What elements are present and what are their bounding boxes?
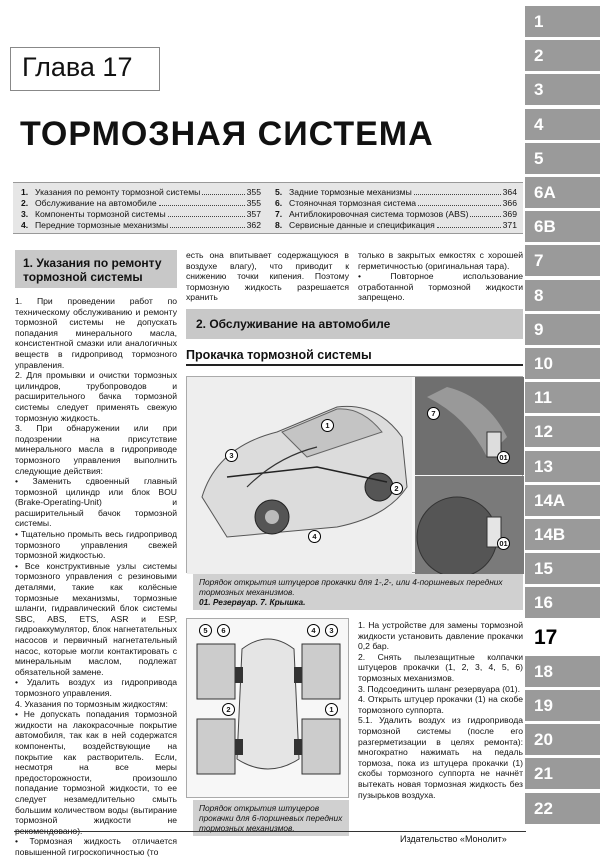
chapter-tab-12[interactable]: 12: [525, 416, 600, 447]
toc-item[interactable]: [21, 220, 261, 231]
toc-number: 2.: [21, 198, 29, 208]
column-2-top: есть она впитывает содержащуюся в воздухе влагу), что приводит к снижению точки кипения. Поэтому тормозную жидкость разрешается хранить: [186, 250, 349, 303]
chapter-tab-14В[interactable]: 14В: [525, 519, 600, 550]
toc-title: Компоненты тормозной системы: [35, 209, 166, 219]
callout-2: 2: [390, 482, 403, 495]
chapter-tab-21[interactable]: 21: [525, 758, 600, 789]
toc-leader: [418, 198, 501, 206]
toc-item[interactable]: [275, 209, 517, 220]
paragraph: • Удалить воздух из гидропривода тормозного управления.: [15, 677, 177, 698]
chapter-tab-10[interactable]: 10: [525, 348, 600, 379]
toc-number: 6.: [275, 198, 283, 208]
toc-page: 355: [246, 187, 261, 197]
chapter-tab-2[interactable]: 2: [525, 40, 600, 71]
toc-item[interactable]: [275, 220, 517, 231]
paragraph: • Тщательно промыть весь гидропривод тормозного управления свежей тормозной жидкостью.: [15, 529, 177, 561]
step: 4. Открыть штуцер прокачки (1) на скобе тормозного суппорта.: [358, 694, 523, 715]
chapter-tab-9[interactable]: 9: [525, 314, 600, 345]
chapter-tab-4[interactable]: 4: [525, 109, 600, 140]
callout-1: 1: [321, 419, 334, 432]
page-title: ТОРМОЗНАЯ СИСТЕМА: [20, 115, 434, 153]
toc-item[interactable]: [275, 198, 517, 209]
toc-leader: [437, 220, 501, 228]
figure2-caption: Порядок открытия штуцеров прокачки для 6-поршневых передних тормозных механизмов.: [193, 800, 349, 836]
chapter-tab-6В[interactable]: 6В: [525, 211, 600, 242]
paragraph: 4. Указания по тормозным жидкостям:: [15, 698, 168, 709]
paragraph: • Тормозная жидкость отличается повышенной гигроскопичностью (то: [15, 836, 177, 857]
chapter-tab-16[interactable]: 16: [525, 587, 600, 618]
steps-column: [358, 620, 523, 800]
toc-number: 7.: [275, 209, 283, 219]
chapter-tab-17[interactable]: 17: [525, 622, 600, 653]
callout-01b: 01: [497, 537, 510, 550]
chapter-tab-15[interactable]: 15: [525, 553, 600, 584]
toc-item[interactable]: [21, 198, 261, 209]
toc-leader: [470, 209, 500, 217]
toc-item[interactable]: [275, 187, 517, 198]
chapter-tab-14А[interactable]: 14А: [525, 485, 600, 516]
subheading: Прокачка тормозной системы: [186, 348, 523, 366]
chapter-tabs: [525, 0, 600, 849]
callout-4b: 4: [307, 624, 320, 637]
toc-page: 357: [246, 209, 261, 219]
step: 1. На устройстве для замены тормозной жидкости установить давление прокачки 0,2 бар.: [358, 620, 523, 652]
table-of-contents: [13, 182, 523, 234]
toc-item[interactable]: [21, 209, 261, 220]
callout-4: 4: [308, 530, 321, 543]
toc-page: 362: [246, 220, 261, 230]
figure-bleeding-order: [186, 618, 349, 798]
toc-page: 364: [502, 187, 517, 197]
column-3-top: [358, 250, 523, 303]
chapter-tab-5[interactable]: 5: [525, 143, 600, 174]
toc-title: Сервисные данные и спецификация: [289, 220, 435, 230]
chapter-tab-7[interactable]: 7: [525, 245, 600, 276]
toc-page: 371: [502, 220, 517, 230]
footer-divider: [14, 831, 526, 832]
step: 3. Подсоединить шланг резервуара (01).: [358, 683, 520, 694]
toc-leader: [170, 220, 245, 228]
column-1: [15, 296, 177, 857]
callout-5: 5: [199, 624, 212, 637]
toc-leader: [168, 209, 245, 217]
chapter-tab-3[interactable]: 3: [525, 74, 600, 105]
toc-page: 366: [502, 198, 517, 208]
paragraph: • Не допускать попадания тормозной жидкости на лакокрасочные покрытие автомобиля, так как в ней содержатся компоненты, воздействующие на покрытие как растворитель. Если, несмотря на все меры предосторожности, произошло попадание тормозной жидкости, то ее следует незамедлительно смыть большим количеством воды (вытирание тормозной жидкости не рекомендовано).: [15, 709, 177, 836]
toc-number: 8.: [275, 220, 283, 230]
caption-legend: 01. Резервуар. 7. Крышка.: [199, 597, 306, 607]
toc-title: Указания по ремонту тормозной системы: [35, 187, 201, 197]
paragraph: 2. Для промывки и очистки тормозных цилиндров, трубопроводов и расширительного бачка тормозной системы следует применять свежую тормозную жидкость.: [15, 370, 177, 423]
chapter-tab-8[interactable]: 8: [525, 280, 600, 311]
callout-7: 7: [427, 407, 440, 420]
callout-1b: 1: [325, 703, 338, 716]
car-illustration: [187, 377, 524, 574]
paragraph: • Заменить сдвоенный главный тормозной цилиндр или блок BOU (Brake-Operating-Unit) и расширительный бачок тормозной системы.: [15, 476, 177, 529]
toc-leader: [202, 187, 244, 195]
chapter-tab-20[interactable]: 20: [525, 724, 600, 755]
paragraph: • Все конструктивные узлы системы тормозного управления с резиновыми деталями, такие как колёсные тормозные механизмы, тормозные шланги, гидравлический блок системы SBC, ABS, ETS, ASR и ESP, гидроаккумулятор, блок нагнетательных насосов и первичный нагнетательный насос, которые могли контактировать с минеральным маслом, подлежат обязательной замене.: [15, 560, 177, 677]
step: 2. Снять пылезащитные колпачки штуцеров прокачки (1, 2, 3, 4, 5, 6) тормозных механизмов.: [358, 651, 523, 683]
figure1-caption: [193, 574, 523, 610]
toc-number: 5.: [275, 187, 283, 197]
toc-number: 4.: [21, 220, 29, 230]
toc-page: 355: [246, 198, 261, 208]
paragraph: 1. При проведении работ по техническому обслуживанию и ремонту тормозной системы не допускать попадания минерального масла, консистентной смазки или аналогичных веществ в гидропривод тормозного управления.: [15, 296, 177, 370]
toc-leader: [414, 187, 501, 195]
toc-title: Стояночная тормозная система: [289, 198, 417, 208]
chapter-tab-11[interactable]: 11: [525, 382, 600, 413]
callout-2b: 2: [222, 703, 235, 716]
callout-3b: 3: [325, 624, 338, 637]
chapter-tab-13[interactable]: 13: [525, 451, 600, 482]
chapter-tab-19[interactable]: 19: [525, 690, 600, 721]
chapter-tab-22[interactable]: 22: [525, 793, 600, 824]
toc-title: Антиблокировочная система тормозов (ABS): [289, 209, 469, 219]
publisher: Издательство «Монолит»: [400, 834, 507, 844]
toc-number: 1.: [21, 187, 29, 197]
toc-item[interactable]: [21, 187, 261, 198]
caption-text: Порядок открытия штуцеров прокачки для 1-,2-, или 4-поршневых передних тормозных механизмов.: [199, 577, 503, 597]
callout-01: 01: [497, 451, 510, 464]
callout-6: 6: [217, 624, 230, 637]
toc-title: Обслуживание на автомобиле: [35, 198, 157, 208]
toc-title: Задние тормозные механизмы: [289, 187, 412, 197]
chapter-label: Глава 17: [22, 52, 133, 82]
chapter-tab-6А[interactable]: 6А: [525, 177, 600, 208]
callout-3: 3: [225, 449, 238, 462]
section1-heading: 1. Указания по ремонту тормозной системы: [15, 250, 177, 288]
toc-number: 3.: [21, 209, 29, 219]
figure-car-bleeding: [186, 376, 523, 573]
toc-page: 369: [502, 209, 517, 219]
paragraph: 3. При обнаружении или при подозрении на присутствие минерального масла в гидроприводе тормозного управления выполнить следующие действия:: [15, 423, 177, 476]
chapter-tab-18[interactable]: 18: [525, 656, 600, 687]
toc-leader: [159, 198, 245, 206]
chapter-tab-1[interactable]: 1: [525, 6, 600, 37]
paragraph: • Повторное использование отработанной тормозной жидкости запрещено.: [358, 271, 523, 303]
step: 5.1. Удалить воздух из гидропривода тормозной системы (после его разгерметизации в целях ремонта): многократно нажимать на педаль тормоза, пока из штуцера прокачки (1) скобы тормозного суппорта не начнёт вытекать новая тормозная жидкость без пузырьков воздуха.: [358, 715, 523, 800]
section2-heading: 2. Обслуживание на автомобиле: [186, 309, 523, 339]
toc-title: Передние тормозные механизмы: [35, 220, 169, 230]
paragraph: только в закрытых емкостях с хорошей герметичностью (оригинальная тара).: [358, 250, 523, 271]
